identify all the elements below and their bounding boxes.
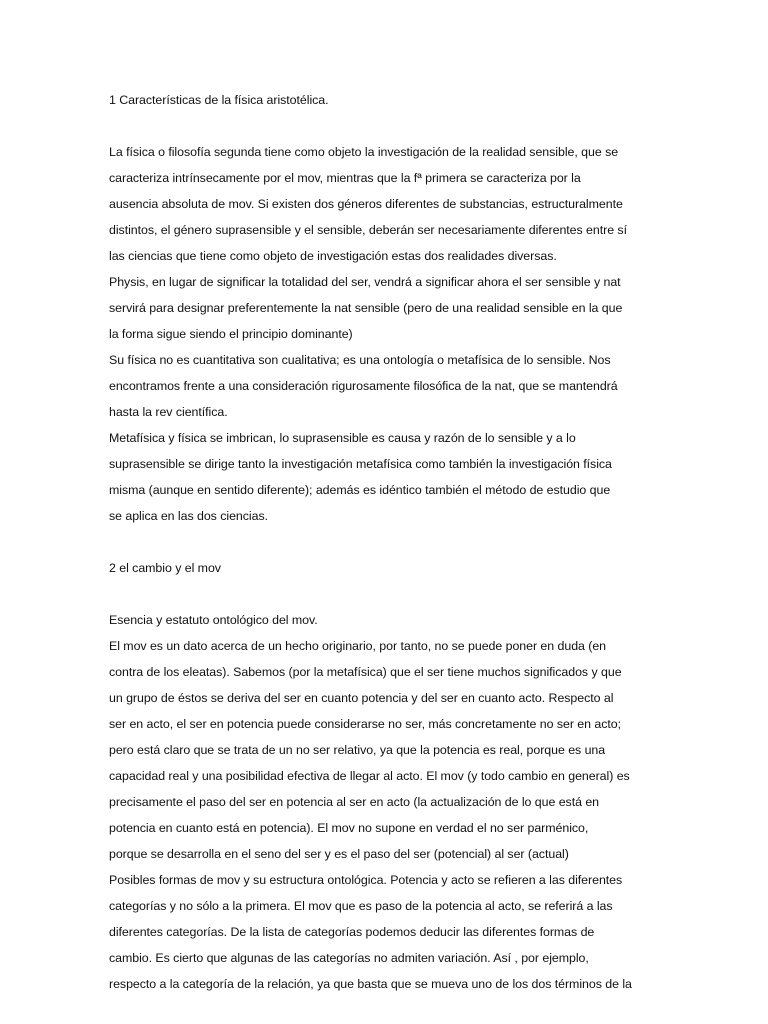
paragraph-qualitative: [109, 347, 669, 425]
text-line: suprasensible se dirige tanto la investigación metafísica como también la investigación física: [109, 457, 612, 471]
text-line: potencia en cuanto está en potencia). El mov no supone en verdad el no ser parménico,: [109, 821, 589, 835]
text-line: Posibles formas de mov y su estructura ontológica. Potencia y acto se refieren a las diferentes: [109, 873, 623, 887]
text-line: precisamente el paso del ser en potencia al ser en acto (la actualización de lo que está en: [109, 795, 600, 809]
section-heading-1: 1 Características de la física aristotélica.: [109, 93, 329, 107]
text-line: cambio. Es cierto que algunas de las categorías no admiten variación. Así , por ejemplo,: [109, 951, 589, 965]
text-line: encontramos frente a una consideración rigurosamente filosófica de la nat, que se mantendrá: [109, 379, 618, 393]
text-line: la forma sigue siendo el principio dominante): [109, 327, 353, 341]
text-line: diferentes categorías. De la lista de categorías podemos deducir las diferentes formas de: [109, 925, 595, 939]
spacer: [109, 113, 669, 139]
text-line: La física o filosofía segunda tiene como objeto la investigación de la realidad sensible, que se: [109, 145, 619, 159]
text-line: capacidad real y una posibilidad efectiva de llegar al acto. El mov (y todo cambio en general) es: [109, 769, 630, 783]
text-line: respecto a la categoría de la relación, ya que basta que se mueva uno de los dos términos de la: [109, 977, 632, 991]
section-heading-2: 2 el cambio y el mov: [109, 561, 221, 575]
text-line: se aplica en las dos ciencias.: [109, 509, 268, 523]
text-line: El mov es un dato acerca de un hecho originario, por tanto, no se puede poner en duda (en: [109, 639, 607, 653]
paragraph-forms-of-movement: [109, 867, 669, 997]
text-line: distintos, el género suprasensible y el sensible, deberán ser necesariamente diferentes entre sí: [109, 223, 627, 237]
paragraph-movement: [109, 633, 669, 867]
text-line: categorías y no sólo a la primera. El mov que es paso de la potencia al acto, se referirá a las: [109, 899, 613, 913]
text-line: Su física no es cuantitativa son cualitativa; es una ontología o metafísica de lo sensible. Nos: [109, 353, 611, 367]
text-line: las ciencias que tiene como objeto de investigación estas dos realidades diversas.: [109, 249, 557, 263]
text-line: ser en acto, el ser en potencia puede considerarse no ser, más concretamente no ser en acto;: [109, 717, 621, 731]
paragraph-physics-object: [109, 139, 669, 269]
paragraph-metaphysics: [109, 425, 669, 529]
spacer: [109, 581, 669, 607]
text-line: misma (aunque en sentido diferente); además es idéntico también el método de estudio que: [109, 483, 611, 497]
paragraph-physis: [109, 269, 669, 347]
document-body: [109, 87, 669, 997]
text-line: servirá para designar preferentemente la nat sensible (pero de una realidad sensible en la que: [109, 301, 623, 315]
text-line: un grupo de éstos se deriva del ser en cuanto potencia y del ser en cuanto acto. Respecto al: [109, 691, 614, 705]
text-line: contra de los eleatas). Sabemos (por la metafísica) que el ser tiene muchos significados y que: [109, 665, 622, 679]
text-line: ausencia absoluta de mov. Si existen dos géneros diferentes de substancias, estructuralmente: [109, 197, 623, 211]
text-line: Physis, en lugar de significar la totalidad del ser, vendrá a significar ahora el ser sensible y nat: [109, 275, 621, 289]
text-line: pero está claro que se trata de un no ser relativo, ya que la potencia es real, porque es una: [109, 743, 606, 757]
spacer: [109, 529, 669, 555]
text-line: hasta la rev científica.: [109, 405, 228, 419]
subheading-essence: Esencia y estatuto ontológico del mov.: [109, 613, 318, 627]
text-line: caracteriza intrínsecamente por el mov, mientras que la fª primera se caracteriza por la: [109, 171, 581, 185]
text-line: porque se desarrolla en el seno del ser y es el paso del ser (potencial) al ser (actual): [109, 847, 569, 861]
text-line: Metafísica y física se imbrican, lo suprasensible es causa y razón de lo sensible y a lo: [109, 431, 576, 445]
